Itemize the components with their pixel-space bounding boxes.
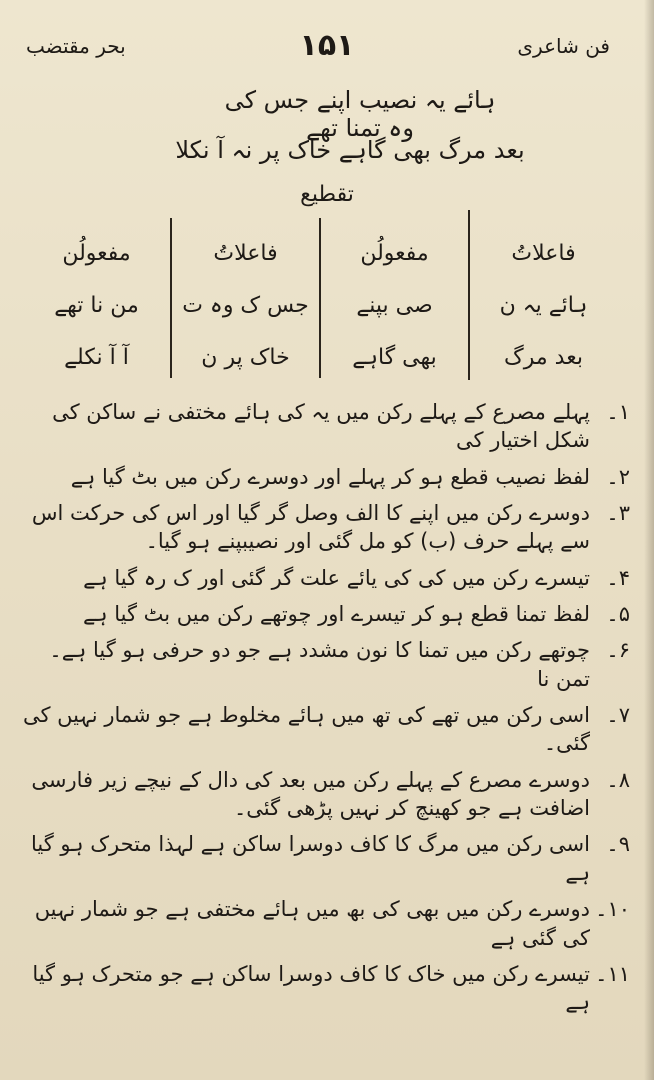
- scansion-foot: فاعلاتُ: [511, 241, 576, 266]
- scansion-foot: فاعلاتُ: [213, 241, 278, 266]
- note-item: [20, 766, 630, 823]
- note-number: ۳۔: [606, 501, 630, 526]
- note-number: ۷۔: [606, 703, 630, 728]
- note-text: دوسرے رکن میں بھی کی بھ میں ہائے مختفی ہے جو شمار نہیں کی گئی ہے: [34, 897, 590, 950]
- note-number: ۴۔: [606, 565, 630, 590]
- note-text: لفظ تمنا قطع ہو کر تیسرے اور چوتھے رکن میں بٹ گیا ہے: [82, 602, 590, 627]
- column-divider: [319, 218, 321, 378]
- scansion-cell: خاک پر ن: [201, 345, 290, 370]
- note-text: تیسرے رکن میں کی کی یائے علت گر گئی اور ک رہ گیا ہے: [83, 565, 590, 590]
- page-header: [0, 28, 654, 68]
- column-divider: [468, 210, 470, 380]
- scansion-cell: من نا تھے: [54, 293, 139, 318]
- note-text: اسی رکن میں مرگ کا کاف دوسرا ساکن ہے لہذا متحرک ہو گیا ہے: [31, 832, 590, 885]
- note-item: [20, 960, 630, 1017]
- book-title: فن شاعری: [517, 34, 610, 58]
- note-item: [20, 895, 630, 952]
- column-divider: [170, 218, 172, 378]
- scansion-cell: بھی گاہے: [352, 345, 437, 370]
- note-number: ۲۔: [606, 464, 630, 489]
- note-text: اسی رکن میں تھے کی تھ میں ہائے مخلوط ہے جو شمار نہیں کی گئی۔: [23, 703, 590, 756]
- scansion-column: [171, 228, 320, 388]
- scansion-title: تقطیع: [300, 182, 354, 207]
- note-text: دوسرے مصرع کے پہلے رکن میں بعد کی دال کے نیچے زیر فارسی اضافت ہے جو کھینچ کر نہیں پڑھی گئی۔: [31, 767, 590, 821]
- scansion-table: [22, 228, 618, 388]
- note-item: [20, 398, 630, 455]
- note-item: [20, 636, 630, 693]
- scansion-cell: جس ک وہ ت: [182, 293, 309, 318]
- notes-list: [20, 398, 630, 1025]
- note-item: [20, 701, 630, 758]
- scansion-cell: بعد مرگ: [504, 345, 583, 370]
- note-item: [20, 564, 630, 592]
- couplet-line-1: ہائے یہ نصیب اپنے جس کی وہ تمنا تھے: [224, 86, 496, 142]
- note-text: دوسرے رکن میں اپنے کا الف وصل گر گیا اور اس کی حرکت اس سے پہلے حرف (ب) کو مل گئی اور نصیبپنے ہو گیا۔: [31, 501, 590, 554]
- note-text: لفظ نصیب قطع ہو کر پہلے اور دوسرے رکن میں بٹ گیا ہے: [70, 464, 590, 489]
- note-text: تیسرے رکن میں خاک کا کاف دوسرا ساکن ہے جو متحرک ہو گیا ہے: [32, 961, 590, 1015]
- note-number: ۱۔: [606, 400, 630, 424]
- note-item: [20, 499, 630, 556]
- note-item: [20, 463, 630, 491]
- note-number: ۶۔: [606, 638, 630, 663]
- scansion-column: [469, 228, 618, 388]
- scansion-foot: مفعولُن: [360, 241, 429, 266]
- scansion-foot: مفعولُن: [62, 241, 131, 266]
- note-text: پہلے مصرع کے پہلے رکن میں یہ کی ہائے مختفی نے ساکن کی شکل اختیار کی: [52, 400, 590, 453]
- scansion-column: [320, 228, 469, 388]
- note-number: ۹۔: [606, 832, 630, 857]
- note-item: [20, 600, 630, 628]
- couplet-line-2: بعد مرگ بھی گاہے خاک پر نہ آ نکلا: [175, 136, 525, 164]
- scansion-cell: ہائے یہ ن: [499, 293, 588, 318]
- note-number: ۵۔: [606, 602, 630, 627]
- scansion-cell: صی بپنے: [356, 293, 433, 318]
- note-item: [20, 830, 630, 887]
- page-number: ۱۵۱: [299, 28, 355, 63]
- scansion-cell: آ آ نکلے: [64, 345, 129, 370]
- note-text: چوتھے رکن میں تمنا کا نون مشدد ہے جو دو حرفی ہو گیا ہے۔ تمن نا: [49, 638, 590, 691]
- scansion-column: [22, 228, 171, 388]
- chapter-title: بحر مقتضب: [26, 34, 126, 58]
- note-number: ۱۰۔: [595, 897, 630, 922]
- note-number: ۱۱۔: [595, 961, 630, 986]
- page-edge-shadow: [644, 0, 654, 1080]
- note-number: ۸۔: [606, 767, 630, 792]
